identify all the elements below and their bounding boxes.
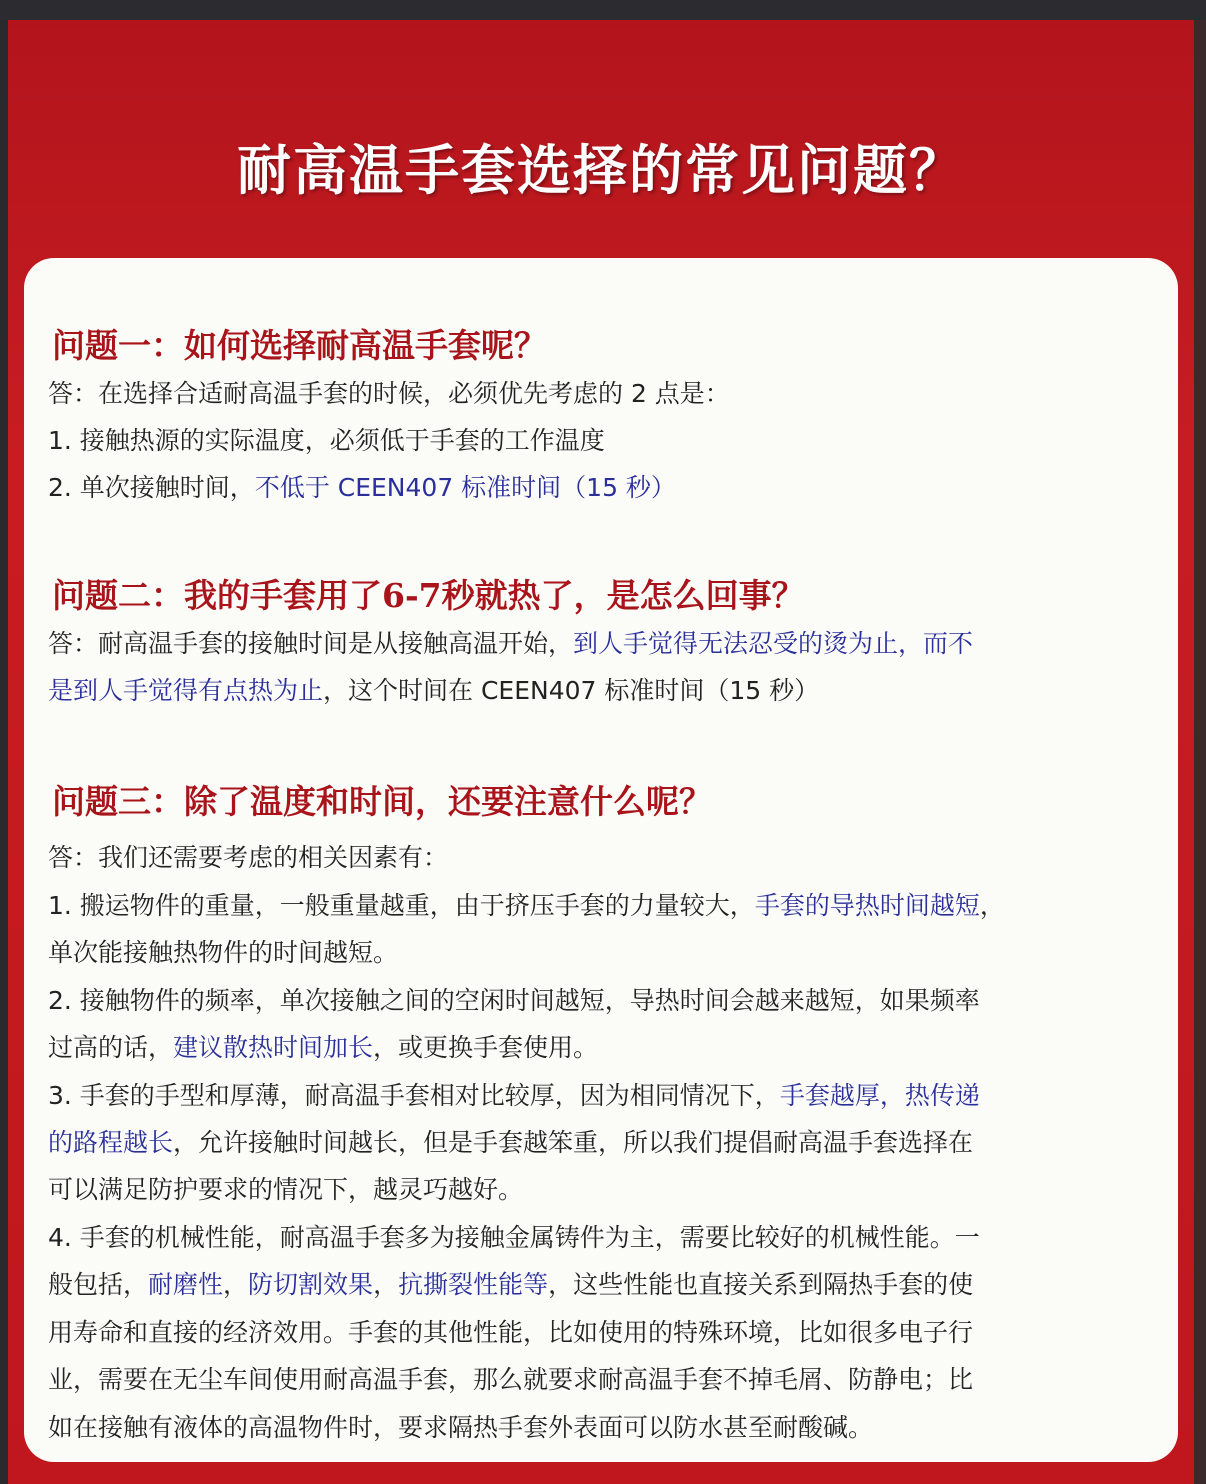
question-2-heading: 问题二：我的手套用了6-7秒就热了，是怎么回事？ [52, 576, 805, 615]
q3-point-4-line-1: 4. 手套的机械性能，耐高温手套多为接触金属铸件为主，需要比较好的机械性能。一 [48, 1223, 980, 1252]
q3-p2-highlight: 建议散热时间加长 [173, 1033, 374, 1062]
q3-point-2-line-1: 2. 接触物件的频率，单次接触之间的空闲时间越短，导热时间会越来越短，如果频率 [48, 986, 980, 1015]
q3-point-2-line-2 [48, 1024, 1158, 1071]
q3-point-1-line-1 [48, 882, 1158, 929]
q1-item-2-text: 2. 单次接触时间， [48, 473, 255, 502]
q3-p3-highlight: 手套越厚，热传递 [779, 1081, 980, 1110]
poster [8, 20, 1194, 1484]
q1-item-2-highlight: 不低于 CEEN407 标准时间（15 秒） [254, 473, 676, 502]
q1-item-2 [48, 464, 1158, 511]
q2-answer-line-2 [48, 667, 1158, 714]
q2-answer-line-1 [48, 620, 1158, 667]
q2-text-2: ，这个时间在 CEEN407 标准时间（15 秒） [323, 676, 820, 705]
q3-p1-comma: ， [979, 891, 1005, 920]
q1-item-1: 1. 接触热源的实际温度，必须低于手套的工作温度 [48, 426, 605, 455]
q3-point-1-line-2: 单次能接触热物件的时间越短。 [48, 938, 399, 967]
q3-p2-text: 过高的话， [48, 1033, 174, 1062]
q2-highlight-2: 是到人手觉得有点热为止 [48, 676, 324, 705]
q1-answer-line: 答：在选择合适耐高温手套的时候，必须优先考虑的 2 点是： [48, 379, 730, 408]
q3-answer-intro: 答：我们还需要考虑的相关因素有： [48, 843, 449, 872]
q3-point-4-line-2 [48, 1261, 1158, 1308]
q3-p3-text: 3. 手套的手型和厚薄，耐高温手套相对比较厚，因为相同情况下， [48, 1081, 780, 1110]
q3-p4-highlight-3: 抗撕裂性能等 [398, 1270, 549, 1299]
q3-p4-text-end: ，这些性能也直接关系到隔热手套的使 [548, 1270, 974, 1299]
q3-p3-highlight-2: 的路程越长 [48, 1128, 174, 1157]
q2-highlight: 到人手觉得无法忍受的烫为止，而不 [573, 629, 974, 658]
q3-p3-text-2: ，允许接触时间越长，但是手套越笨重，所以我们提倡耐高温手套选择在 [173, 1128, 974, 1157]
q2-text: 答：耐高温手套的接触时间是从接触高温开始， [48, 629, 574, 658]
q3-p4-sep-2: ， [373, 1270, 399, 1299]
q3-point-3-line-2 [48, 1119, 1158, 1166]
q3-point-4-line-3: 用寿命和直接的经济效用。手套的其他性能，比如使用的特殊环境，比如很多电子行 [48, 1318, 974, 1347]
q3-p4-highlight-2: 防切割效果 [248, 1270, 374, 1299]
q3-point-3-line-1 [48, 1072, 1158, 1119]
q3-p4-highlight-1: 耐磨性 [148, 1270, 224, 1299]
q3-p1-text: 1. 搬运物件的重量，一般重量越重，由于挤压手套的力量较大， [48, 891, 755, 920]
top-bar [0, 0, 1206, 20]
q3-p2-text-end: ，或更换手套使用。 [373, 1033, 599, 1062]
right-edge [1194, 20, 1206, 1484]
question-3-heading: 问题三：除了温度和时间，还要注意什么呢？ [52, 782, 712, 821]
q3-point-4-line-5: 如在接触有液体的高温物件时，要求隔热手套外表面可以防水甚至耐酸碱。 [48, 1413, 874, 1442]
q3-point-4-line-4: 业，需要在无尘车间使用耐高温手套，那么就要求耐高温手套不掉毛屑、防静电；比 [48, 1365, 974, 1394]
q3-p4-sep-1: ， [223, 1270, 249, 1299]
question-1-heading: 问题一：如何选择耐高温手套呢？ [52, 326, 547, 365]
faq-card [24, 258, 1178, 1462]
q3-p1-highlight: 手套的导热时间越短 [754, 891, 980, 920]
q3-p4-text: 般包括， [48, 1270, 149, 1299]
poster-title: 耐高温手套选择的常见问题？ [237, 138, 965, 202]
q3-point-3-line-3: 可以满足防护要求的情况下，越灵巧越好。 [48, 1175, 524, 1204]
